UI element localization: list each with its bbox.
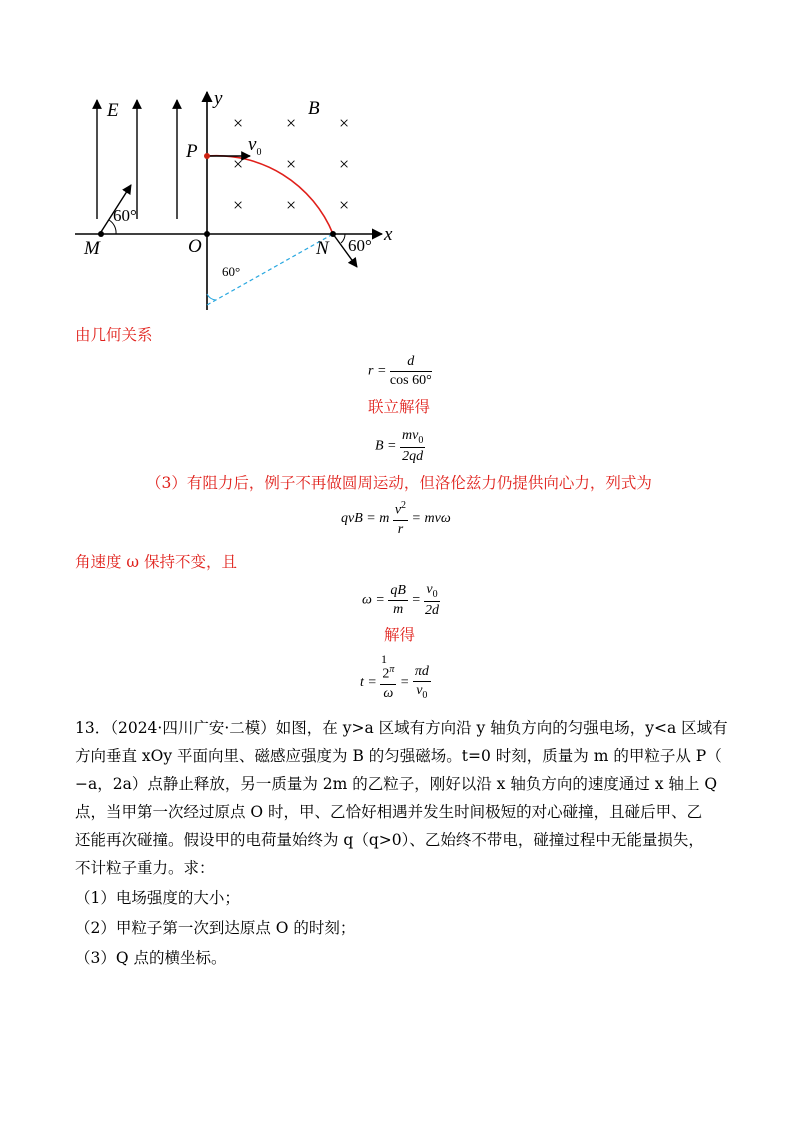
omega-note: 角速度 ω 保持不变，且 (75, 553, 237, 571)
question-1: （1）电场强度的大小； (75, 889, 240, 907)
equation-b: B = $\frac{mv_0}{2qd}$ (375, 428, 424, 464)
joint-solve-heading: 联立解得 (368, 398, 431, 416)
cross-mark: × (286, 154, 297, 174)
label-b: B (308, 98, 320, 119)
point-o (204, 231, 210, 237)
label-angle-n: 60° (348, 236, 372, 255)
label-o: O (188, 236, 202, 257)
cross-mark: × (286, 113, 297, 133)
equation-t: t = $\frac{2^\pi}{\omega}$ = $\frac{\pi d}{v_0}$ (360, 664, 429, 702)
cross-mark: × (286, 195, 297, 215)
label-p: P (186, 141, 198, 162)
label-v0: $v_0$ (248, 134, 262, 158)
label-e: E (107, 100, 119, 121)
equation-qvb: qvB = m $\frac{v^2}{r}$ = mvω (341, 500, 451, 537)
geometry-heading: 由几何关系 (75, 326, 153, 344)
cross-mark: × (233, 113, 244, 133)
label-m: M (84, 238, 100, 259)
label-angle-m: 60° (113, 206, 137, 225)
point-p (204, 153, 210, 159)
problem-line: 还能再次碰撞。假设甲的电荷量始终为 q（q>0）、乙始终不带电，碰撞过程中无能量损失， (75, 831, 704, 849)
problem-line: 方向垂直 xOy 平面向里、磁感应强度为 B 的匀强磁场。t=0 时刻，质量为 m 的甲粒子从 P（ (75, 747, 722, 765)
cross-mark: × (339, 195, 350, 215)
label-angle-bottom: 60° (222, 264, 241, 279)
question-2: （2）甲粒子第一次到达原点 O 的时刻； (75, 919, 356, 937)
trajectory-arc (207, 156, 333, 234)
problem-line: 不计粒子重力。求： (75, 859, 215, 877)
equation-t-top: 1 (381, 652, 387, 666)
point-m (98, 231, 104, 237)
point-n (330, 231, 336, 237)
equation-r: r = $\frac{d}{\cos 60^\circ}$ (368, 354, 432, 388)
solve-heading: 解得 (384, 626, 416, 644)
cross-mark: × (233, 195, 244, 215)
cross-mark: × (233, 154, 244, 174)
cross-mark: × (339, 113, 350, 133)
label-n: N (316, 238, 329, 259)
cross-mark: × (339, 154, 350, 174)
question-3: （3）Q 点的横坐标。 (75, 949, 227, 967)
equation-omega: ω = $\frac{qB}{m}$ = $\frac{v_0}{2d}$ (362, 582, 439, 618)
label-x: x (384, 224, 393, 245)
problem-line: 点，当甲第一次经过原点 O 时，甲、乙恰好相遇并发生时间极短的对心碰撞，且碰后甲、乙 (75, 803, 703, 821)
problem-line: 13．（2024·四川广安·二模）如图，在 y>a 区域有方向沿 y 轴负方向的匀强电场，y<a 区域有 (75, 719, 728, 737)
label-y: y (214, 88, 223, 109)
problem-line: −a，2a）点静止释放，另一质量为 2m 的乙粒子，刚好以沿 x 轴负方向的速度通过 x 轴上 Q (75, 775, 718, 793)
part3-text: （3）有阻力后，例子不再做圆周运动，但洛伦兹力仍提供向心力，列式为 (146, 474, 652, 492)
